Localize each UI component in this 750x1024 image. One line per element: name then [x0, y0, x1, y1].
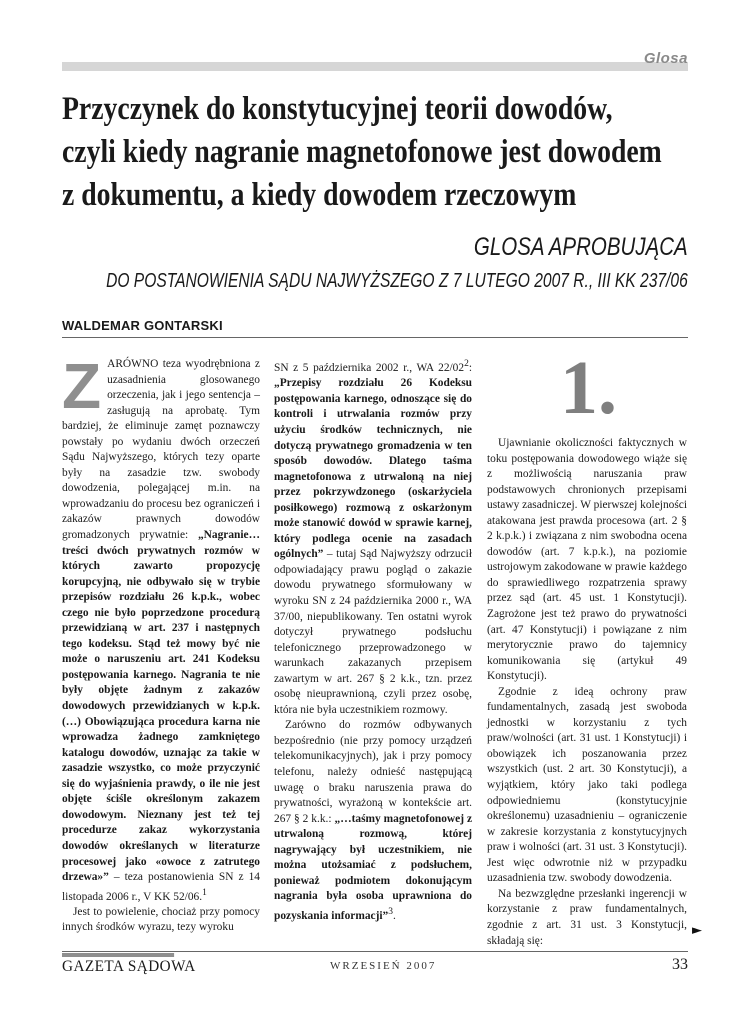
- text-column-2: [274, 357, 472, 924]
- page-number: 33: [672, 956, 688, 973]
- author-name: WALDEMAR GONTARSKI: [62, 318, 223, 333]
- text-run: SN z 5 października 2002 r., WA 22/02: [274, 361, 465, 374]
- top-rule: [62, 62, 688, 71]
- footnote-ref: 1: [202, 887, 207, 898]
- text-column-3: [487, 436, 687, 949]
- footer-date: WRZESIEŃ 2007: [330, 960, 437, 972]
- article-title: [62, 88, 662, 217]
- paragraph: [274, 357, 472, 718]
- footnote-ref: 2: [464, 359, 469, 369]
- footer-rule: [62, 951, 688, 952]
- text-run: – teza postanowienia SN z 14 listopada 2006 r., V KK 52/06.: [62, 871, 260, 903]
- drop-cap: Z: [62, 350, 102, 422]
- text-run: :: [468, 361, 472, 374]
- title-line: Przyczynek do konstytucyjnej teorii dowodów,: [62, 91, 613, 127]
- footnote-ref: 3: [388, 906, 393, 917]
- continue-arrow-icon: ►: [692, 923, 702, 938]
- text-column-1: [62, 350, 260, 936]
- text-run: – tutaj Sąd Najwyższy odrzucił odpowiadający prawu pogląd o zakazie dowodu prywatnego sformułowany w wyroku SN z 24 października 2000 r., WA 37/00, niepublikowany. Ten ostatni wyrok dotyczył prywatnego podsłuchu telefonicznego przeprowadzonego w warunkach zakazanych przepisem zawartym w art. 267 § 2 k.k., tzn. przez osobę nieuprawnioną, czyli przez osobę, która nie była uczestnikiem rozmowy.: [274, 548, 472, 716]
- quote-bold: „…taśmy magnetofonowej z utrwaloną rozmową, której nagrywający był uczestnikiem, nie można utożsamiać z podsłuchem, ponieważ podmiotem dokonującym nagrania była osoba uprawniona do pozyskania informacji”: [274, 812, 473, 922]
- quote-bold: „Nagranie… treści dwóch prywatnych rozmów w których zawarto propozycję korupcyjną, nie odbywało się w trybie przepisów rozdziału 26 k.p.k., wobec czego nie było poprzedzone procedurą przewidzianą w art. 237 i następnych tego kodeksu. Stąd też mowy być nie może o naruszeniu art. 241 Kodeksu postępowania karnego. Nagrania te nie były objęte żadnym z zakazów dowodowych przewidzianych w k.p.k. (…) Obowiązująca procedura karna nie wprowadza żadnego zamkniętego katalogu dowodów, uznając za takie w zasadzie wszystko, co może przyczynić się do wyjaśnienia prawdy, o ile nie jest objęte ściśle określonym zakazem dowodowym. Nieznany jest też tej procedurze zakaz wykorzystania dowodów określanych w literaturze procesowej jako «owoce z zatrutego drzewa»”: [62, 529, 260, 884]
- title-line: z dokumentu, a kiedy dowodem rzeczowym: [62, 177, 577, 213]
- subtitle-reference: DO POSTANOWIENIA SĄDU NAJWYŻSZEGO Z 7 LUTEGO 2007 R., III KK 237/06: [106, 270, 688, 292]
- section-label: Glosa: [643, 50, 688, 67]
- paragraph: [274, 718, 472, 924]
- text-run: ARÓWNO teza wyodrębniona z uzasadnienia glosowanego orzeczenia, jak i jego sentencja – zasługują na aprobatę. Tym bardziej, że eliminuje zamęt poznawczy powstały po wydaniu dwóch orzeczeń Sądu Najwyższego, których tezy oparte były na zasadzie tzw. swobody dowodzenia, polegającej m.in. na wprowadzaniu do procesu bez ograniczeń i zakazów prawnych dowodów gromadzonych prywatnie:: [62, 358, 260, 542]
- footer-brand: GAZETA SĄDOWA: [62, 953, 174, 976]
- section-number: 1.: [560, 346, 617, 430]
- subtitle: GLOSA APROBUJĄCA: [474, 233, 688, 261]
- paragraph: Zgodnie z ideą ochrony praw fundamentalnych, zasadą jest swoboda jednostki w korzystaniu z tych praw/wolności (art. 31 ust. 1 Konstytucji) i obowiązek ich poszanowania przez wszystkich (ust. 2 art. 30 Konstytucji), a wyjątkiem, który jako taki podlega odpowiedniemu (konstytucyjnie określonemu) uzasadnieniu – ograniczenie w zakresie korzystania z konstytucyjnych praw i wolności (art. 31 ust. 3 Konstytucji). Jest więc odwrotnie niż w przypadku uzasadnienia tzw. swobody dowodzenia.: [487, 685, 687, 885]
- quote-bold: „Przepisy rozdziału 26 Kodeksu postępowania karnego, odnoszące się do kontroli i utrwalania rozmów przy użyciu środków technicznych, nie dotyczą prywatnego gromadzenia w ten sposób dowodów. Dlatego taśma magnetofonowa z utrwaloną na niej przez pokrzywdzonego (oskarżyciela posiłkowego) rozmową z oskarżonym może stanowić dowód w sprawie karnej, który podlega ocenie na zasadach ogólnych”: [274, 377, 472, 561]
- paragraph: Ujawnianie okoliczności faktycznych w toku postępowania dowodowego wiąże się z możliwością naruszania praw podstawowych chronionych przepisami ustawy zasadniczej. W pierwszej kolejności atakowana jest prawda procesowa (art. 2 § 2 k.p.k.) i związana z nim swobodna ocena dowodów (art. 7 k.p.k.), na poziomie ustrojowym zakodowane w prawie każdego do sprawiedliwego rozpatrzenia sprawy przez sąd (art. 45 ust. 1 Konstytucji). Zagrożone jest też prawo do prywatności (art. 47 Konstytucji) i powiązane z nim merytorycznie prawo do tajemnicy komunikowania się (artykuł 49 Konstytucji).: [487, 437, 687, 683]
- title-line: czyli kiedy nagranie magnetofonowe jest dowodem: [62, 134, 662, 170]
- author-rule: [62, 337, 688, 338]
- paragraph: Na bezwzględne przesłanki ingerencji w korzystanie z praw fundamentalnych, zgodnie z art. 31 ust. 3 Konstytucji, składają się:: [487, 887, 687, 947]
- text-run: Zarówno do rozmów odbywanych bezpośrednio (nie przy pomocy urządzeń telekomunikacyjnych), jak i przy pomocy telefonu, należy odnieść następującą uwagę o braku naruszenia prawa do prywatności, wyrażoną w kontekście art. 267 § 2 k.k.:: [274, 719, 472, 825]
- paragraph: [62, 350, 260, 905]
- paragraph: Jest to powielenie, chociaż przy pomocy innych środków wyrazu, tezy wyroku: [62, 905, 260, 934]
- text-run: .: [392, 909, 396, 922]
